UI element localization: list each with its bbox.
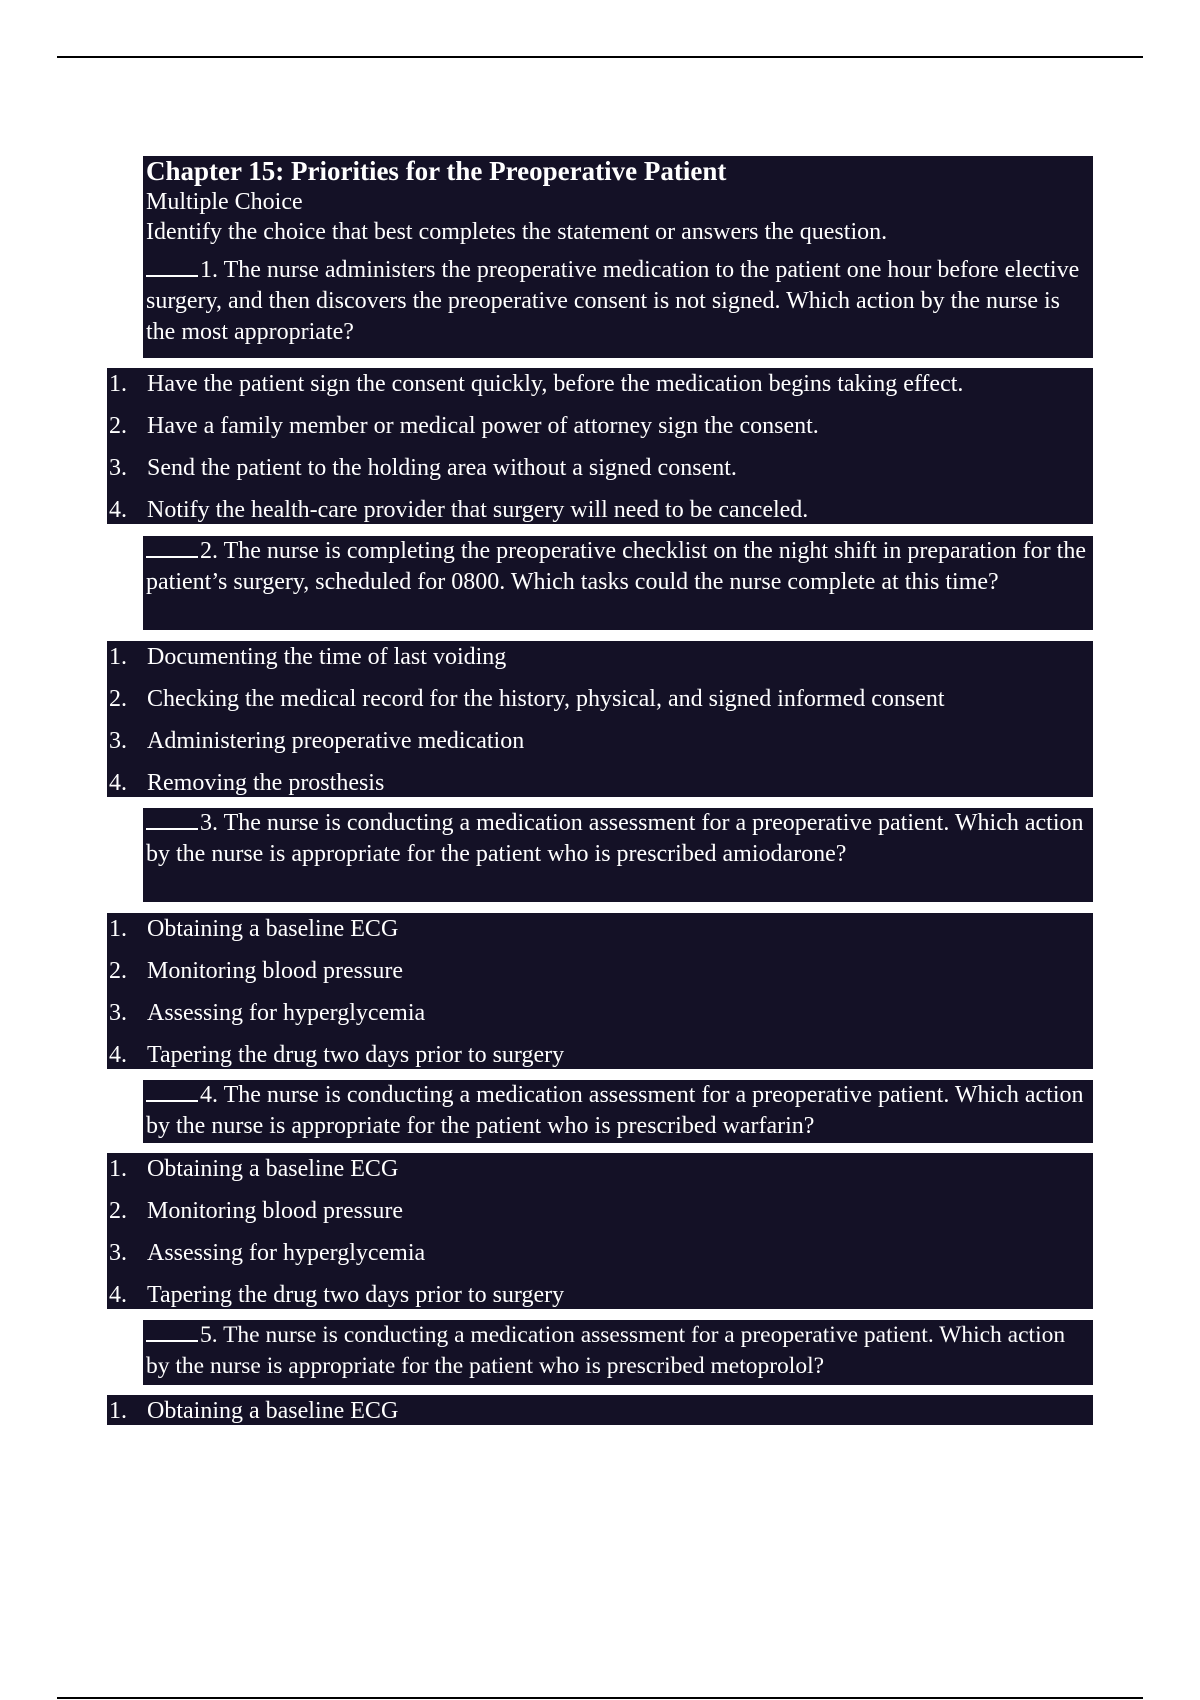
answer-blank[interactable] [146,257,198,277]
option-text: Obtaining a baseline ECG [147,1156,399,1182]
question-body: The nurse is conducting a medication assessment for a preoperative patient. Which action by the nurse is appropriate for the patient who is prescribed metoprolol? [146,1322,1066,1379]
option-number: 1. [109,916,127,942]
option-text: Tapering the drug two days prior to surgery [147,1282,565,1308]
option[interactable] [107,452,1093,494]
chapter-title: Chapter 15: Priorities for the Preoperative Patient [146,156,727,186]
option-text: Send the patient to the holding area without a signed consent. [147,455,737,481]
question-number: 5. [200,1322,218,1348]
option-number: 1. [109,1398,127,1424]
option-text: Removing the prosthesis [147,770,385,796]
option[interactable] [107,1237,1093,1279]
answer-blank[interactable] [146,1322,198,1342]
option-text: Have a family member or medical power of attorney sign the consent. [147,413,819,439]
option-text: Obtaining a baseline ECG [147,916,399,942]
option-number: 4. [109,1282,127,1308]
bottom-rule [57,1697,1143,1699]
question-body: The nurse administers the preoperative medication to the patient one hour before elective surgery, and then discovers the preoperative consent is not signed. Which action by the nurse is the most appropriate? [146,257,1080,345]
question-text [143,536,1093,598]
options-block-1 [107,368,1093,524]
options-block-4 [107,1153,1093,1309]
option-number: 3. [109,1240,127,1266]
question-block-2 [143,536,1093,630]
instructions: Identify the choice that best completes the statement or answers the question. [146,219,888,245]
option-text: Administering preoperative medication [147,728,525,754]
question-block-1 [143,156,1093,358]
option-text: Have the patient sign the consent quickly, before the medication begins taking effect. [147,371,964,397]
option-number: 3. [109,1000,127,1026]
option-number: 4. [109,1042,127,1068]
option[interactable] [107,1153,1093,1195]
question-text [143,255,1093,348]
option-number: 2. [109,958,127,984]
question-body: The nurse is completing the preoperative checklist on the night shift in preparation for the patient’s surgery, scheduled for 0800. Which tasks could the nurse complete at this time? [146,538,1086,595]
section-type: Multiple Choice [146,189,303,215]
option[interactable] [107,913,1093,955]
question-body: The nurse is conducting a medication assessment for a preoperative patient. Which action by the nurse is appropriate for the patient who is prescribed warfarin? [146,1082,1084,1139]
question-body: The nurse is conducting a medication assessment for a preoperative patient. Which action by the nurse is appropriate for the patient who is prescribed amiodarone? [146,810,1084,867]
question-number: 4. [200,1082,218,1108]
option[interactable] [107,641,1093,683]
options-block-2 [107,641,1093,797]
option[interactable] [107,725,1093,767]
option-number: 4. [109,770,127,796]
option-number: 3. [109,455,127,481]
option[interactable] [107,368,1093,410]
option-text: Obtaining a baseline ECG [147,1398,399,1424]
top-rule [57,56,1143,58]
option-text: Notify the health-care provider that surgery will need to be canceled. [147,497,809,523]
option[interactable] [107,997,1093,1039]
question-text [143,808,1093,870]
options-block-5 [107,1395,1093,1425]
option[interactable] [107,683,1093,725]
option-text: Assessing for hyperglycemia [147,1000,426,1026]
question-block-4 [143,1080,1093,1143]
question-text [143,1320,1093,1382]
option-number: 2. [109,686,127,712]
option[interactable] [107,410,1093,452]
option-text: Monitoring blood pressure [147,958,403,984]
question-block-3 [143,808,1093,902]
option[interactable] [107,1279,1093,1309]
question-text [143,1080,1093,1142]
option-number: 2. [109,1198,127,1224]
option[interactable] [107,1195,1093,1237]
option[interactable] [107,1039,1093,1069]
option-number: 2. [109,413,127,439]
option-number: 3. [109,728,127,754]
option[interactable] [107,767,1093,797]
option[interactable] [107,494,1093,524]
option-number: 1. [109,644,127,670]
question-number: 1. [200,257,218,283]
option-number: 1. [109,1156,127,1182]
question-number: 2. [200,538,218,564]
option-number: 1. [109,371,127,397]
answer-blank[interactable] [146,538,198,558]
option-number: 4. [109,497,127,523]
question-number: 3. [200,810,218,836]
option-text: Tapering the drug two days prior to surgery [147,1042,565,1068]
answer-blank[interactable] [146,1082,198,1102]
question-block-5 [143,1320,1093,1385]
option[interactable] [107,1395,1093,1425]
option-text: Documenting the time of last voiding [147,644,507,670]
options-block-3 [107,913,1093,1069]
answer-blank[interactable] [146,810,198,830]
option-text: Monitoring blood pressure [147,1198,403,1224]
option-text: Checking the medical record for the history, physical, and signed informed consent [147,686,945,712]
option[interactable] [107,955,1093,997]
option-text: Assessing for hyperglycemia [147,1240,426,1266]
